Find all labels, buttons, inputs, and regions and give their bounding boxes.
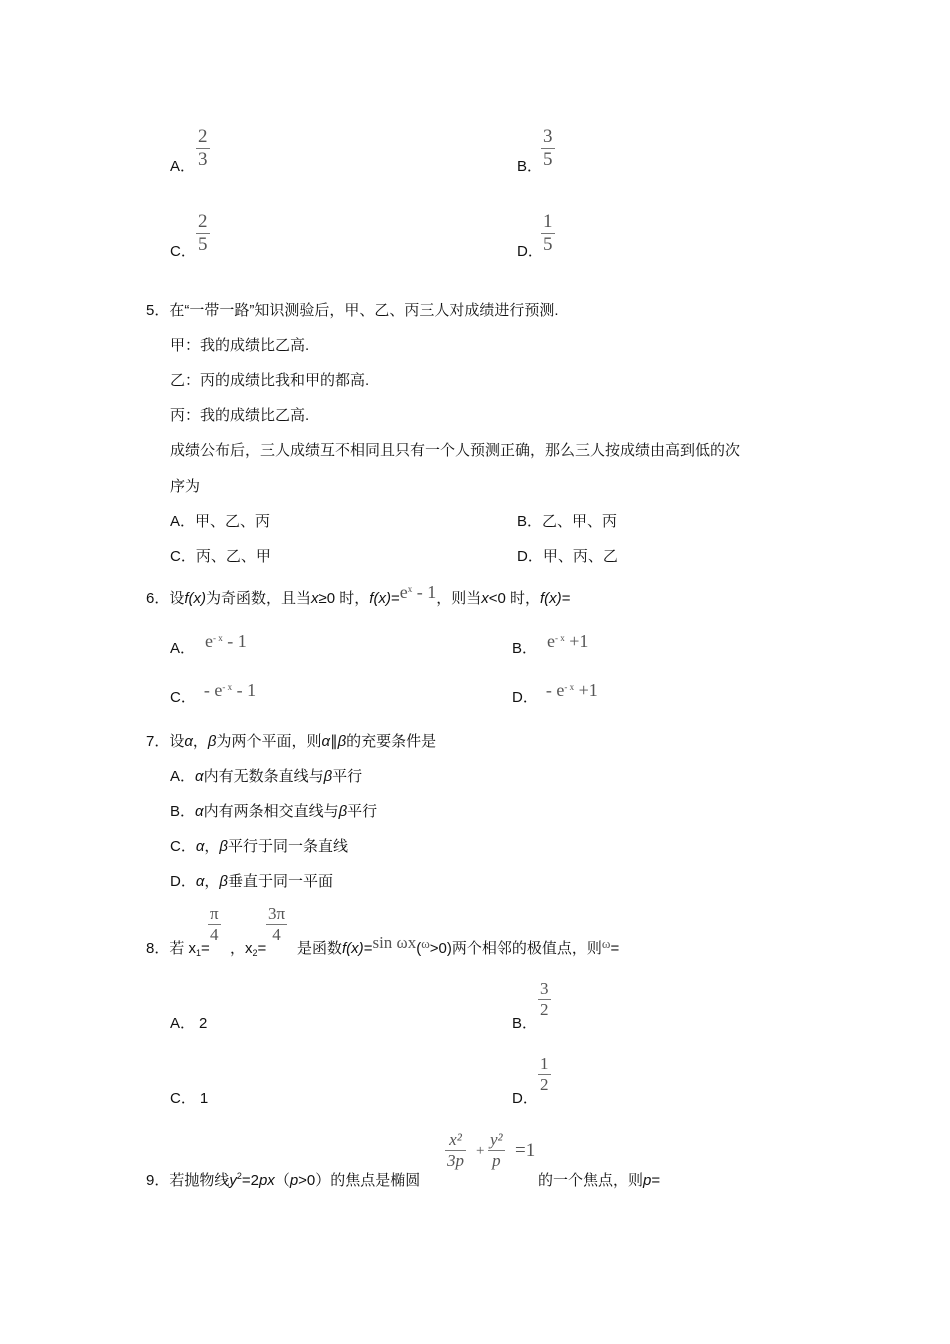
q8-option-a — [170, 1012, 207, 1033]
q9-px: px — [258, 1172, 275, 1189]
q8-sub-1: 1 — [196, 948, 202, 958]
option-var-1: α — [195, 873, 205, 890]
option-label: D． — [517, 548, 543, 565]
q5-line-1: 甲：我的成绩比乙高. — [170, 337, 310, 354]
option-label: A． — [170, 640, 196, 657]
option-text: ， — [204, 873, 220, 890]
option-var-1: α — [195, 768, 204, 785]
expr-base: e — [556, 680, 565, 700]
q7-tail: 的充要条件是 — [346, 733, 437, 750]
option-var-1: α — [195, 838, 205, 855]
option-text: 乙、甲、丙 — [542, 513, 618, 530]
option-expression — [546, 680, 598, 700]
option-label: B． — [517, 158, 543, 175]
option-label: B． — [512, 640, 538, 657]
q8-mid2-text: 是函数 — [297, 940, 343, 957]
denominator: p — [488, 1150, 505, 1171]
q7-prefix: 7．设 — [146, 733, 185, 750]
option-var-2: β — [338, 803, 348, 820]
option-label: D． — [170, 873, 196, 890]
option-label: A． — [170, 513, 196, 530]
expr-tail: +1 — [564, 631, 589, 651]
q9-plus: + — [476, 1143, 485, 1159]
q6-base: e — [399, 582, 408, 602]
q6-option-b — [512, 631, 589, 658]
q7-beta: β — [207, 733, 217, 750]
fraction — [538, 979, 551, 1020]
option-text: 2 — [199, 1015, 208, 1032]
option-tail: 平行于同一条直线 — [228, 838, 349, 855]
q9-eq: =2 — [241, 1172, 259, 1189]
q6-eq2: = — [561, 590, 571, 607]
option-tail: 平行 — [347, 803, 378, 820]
numerator: 3π — [268, 904, 286, 923]
q9-rhs: =1 — [515, 1140, 536, 1161]
q7-alpha: α — [184, 733, 193, 750]
denominator: 5 — [543, 234, 553, 255]
numerator: 1 — [543, 211, 553, 232]
option-label: B． — [512, 1015, 538, 1032]
q9-tail-text: 的一个焦点，则 — [538, 1172, 644, 1189]
option-expression — [205, 631, 247, 651]
option-label: C． — [170, 243, 196, 260]
q6-tail: - 1 — [412, 582, 437, 602]
q7-alpha-2: α — [321, 733, 331, 750]
q7-stem — [146, 730, 436, 751]
numerator: 1 — [540, 1054, 549, 1073]
option-label: A． — [170, 1015, 196, 1032]
q7-comma: ， — [192, 733, 208, 750]
option-label: A． — [170, 158, 196, 175]
q5-option-a — [170, 510, 270, 531]
q7-mid: 为两个平面，则 — [216, 733, 322, 750]
q5-option-c — [170, 545, 271, 566]
q9-cond-open: （ — [274, 1172, 290, 1189]
option-var-2: β — [219, 873, 228, 890]
numerator: 3 — [543, 126, 553, 147]
q6-expression — [400, 582, 437, 602]
q5-option-b — [517, 510, 617, 531]
q8-function: sin ωx — [372, 933, 417, 952]
fraction — [196, 126, 210, 171]
q5-option-d — [517, 545, 618, 566]
option-label: B． — [517, 513, 543, 530]
numerator: 3 — [540, 979, 549, 998]
q8-eq-3: = — [363, 940, 373, 957]
numerator: x² — [449, 1130, 462, 1149]
q8-omega: ω — [421, 936, 430, 951]
expr-pre: - — [203, 680, 215, 700]
expr-exp: - x — [555, 633, 565, 643]
q8-fx: f(x) — [342, 940, 364, 957]
q5-line-4: 成绩公布后，三人成绩互不相同且只有一个人预测正确，那么三人按成绩由高到低的次 — [170, 442, 741, 459]
option-expression — [204, 680, 256, 700]
option-tail: 垂直于同一平面 — [228, 873, 334, 890]
q6-cond-1: ≥0 时， — [318, 590, 370, 607]
denominator: 3 — [198, 149, 208, 170]
q6-text-2: ，则当 — [436, 590, 482, 607]
q6-prefix: 6．设 — [146, 590, 185, 607]
q9-eq-2: = — [651, 1172, 661, 1189]
q8-mid-text: ，x — [230, 940, 253, 957]
q6-option-d — [512, 680, 598, 707]
q5-line-5: 序为 — [170, 478, 201, 495]
expr-base: e — [214, 680, 223, 700]
expr-tail: +1 — [574, 680, 598, 700]
expr-exp: - x — [222, 682, 233, 692]
q7-option-c — [170, 835, 348, 856]
option-text: 甲、乙、丙 — [195, 513, 271, 530]
option-text: 丙、乙、甲 — [195, 548, 271, 565]
q8-prefix — [146, 937, 210, 958]
q6-fx: f(x) — [184, 590, 207, 607]
q5-stem: 5．在“一带一路”知识测验后，甲、乙、丙三人对成绩进行预测. — [146, 302, 559, 319]
option-label: D． — [512, 1090, 538, 1107]
fraction — [196, 211, 210, 256]
option-label: B． — [170, 803, 196, 820]
option-label: C． — [170, 838, 196, 855]
option-label: C． — [170, 689, 196, 706]
q9-prefix-text: 9．若抛物线 — [146, 1172, 230, 1189]
option-label: A． — [170, 768, 196, 785]
numerator: 2 — [198, 211, 208, 232]
q9-square: 2 — [236, 1171, 242, 1181]
q6-fx3: f(x) — [540, 590, 562, 607]
fraction — [541, 211, 555, 256]
denominator: 4 — [208, 924, 221, 945]
q9-fraction-2 — [488, 1130, 505, 1171]
q7-option-d — [170, 870, 333, 891]
option-text: ， — [204, 838, 220, 855]
q9-p: p — [289, 1172, 299, 1189]
q6-text-1: 为奇函数，且当 — [206, 590, 312, 607]
q6-exp: x — [407, 584, 413, 594]
q6-stem — [146, 582, 571, 608]
q8-paren: ( — [416, 940, 422, 957]
denominator: 5 — [198, 234, 208, 255]
option-label: C． — [170, 548, 196, 565]
q6-fx2: f(x) — [369, 590, 391, 607]
option-expression — [547, 631, 588, 651]
numerator: y² — [490, 1130, 503, 1149]
q8-sub-2: 2 — [252, 948, 258, 958]
q9-prefix — [146, 1169, 420, 1190]
q7-beta-2: β — [337, 733, 347, 750]
fraction — [541, 126, 555, 171]
option-text: 甲、丙、乙 — [542, 548, 618, 565]
q9-fraction-1 — [445, 1130, 466, 1171]
q6-option-a — [170, 631, 247, 658]
expr-base: e — [205, 631, 214, 651]
option-tail: 平行 — [332, 768, 363, 785]
numerator: π — [210, 904, 219, 923]
denominator: 4 — [266, 924, 287, 945]
q8-cond: >0)两个相邻的极值点，则 — [429, 940, 602, 957]
expr-base: e — [547, 631, 556, 651]
option-text: 内有无数条直线与 — [203, 768, 324, 785]
q7-parallel: ∥ — [330, 733, 338, 750]
q7-option-b — [170, 800, 377, 821]
option-label: D． — [512, 689, 538, 706]
option-label: D． — [517, 243, 543, 260]
option-text: 1 — [199, 1090, 209, 1107]
q6-x2: x — [481, 590, 489, 607]
expr-exp: - x — [213, 633, 223, 643]
option-var-2: β — [219, 838, 228, 855]
q8-fraction-2 — [266, 904, 287, 945]
q8-eq-2: = — [257, 940, 267, 957]
q9-p-2: p — [643, 1172, 652, 1189]
denominator: 2 — [540, 1000, 549, 1019]
denominator: 5 — [543, 149, 553, 170]
numerator: 2 — [198, 126, 208, 147]
q7-option-a — [170, 765, 362, 786]
option-var-1: α — [195, 803, 204, 820]
expr-tail: - 1 — [222, 631, 247, 651]
q6-eq: = — [390, 590, 400, 607]
expr-exp: - x — [564, 682, 575, 692]
option-label: C． — [170, 1090, 196, 1107]
q8-omega-2: ω — [601, 936, 611, 951]
q8-eq-1: = — [201, 940, 210, 957]
q5-line-3: 丙：我的成绩比乙高. — [170, 407, 310, 424]
q9-y: y — [229, 1172, 237, 1189]
q5-line-2: 乙：丙的成绩比我和甲的都高. — [170, 372, 370, 389]
q8-mid-2 — [297, 933, 620, 958]
expr-tail: - 1 — [232, 680, 257, 700]
q8-option-c — [170, 1087, 208, 1108]
q6-option-c — [170, 680, 257, 707]
q8-prefix-text: 8．若 x — [146, 940, 197, 957]
option-text: 内有两条相交直线与 — [203, 803, 339, 820]
option-var-2: β — [323, 768, 333, 785]
q8-fraction-1 — [208, 904, 221, 945]
q8-mid-1 — [230, 937, 266, 958]
denominator: 3p — [447, 1151, 464, 1170]
q6-cond-2: <0 时， — [488, 590, 541, 607]
q6-x1: x — [311, 590, 319, 607]
q8-eq-4: = — [610, 940, 620, 957]
expr-pre: - — [545, 680, 557, 700]
fraction — [538, 1054, 551, 1095]
q9-tail — [538, 1169, 660, 1190]
q9-cond-close: >0）的焦点是椭圆 — [298, 1172, 421, 1189]
denominator: 2 — [540, 1075, 549, 1094]
